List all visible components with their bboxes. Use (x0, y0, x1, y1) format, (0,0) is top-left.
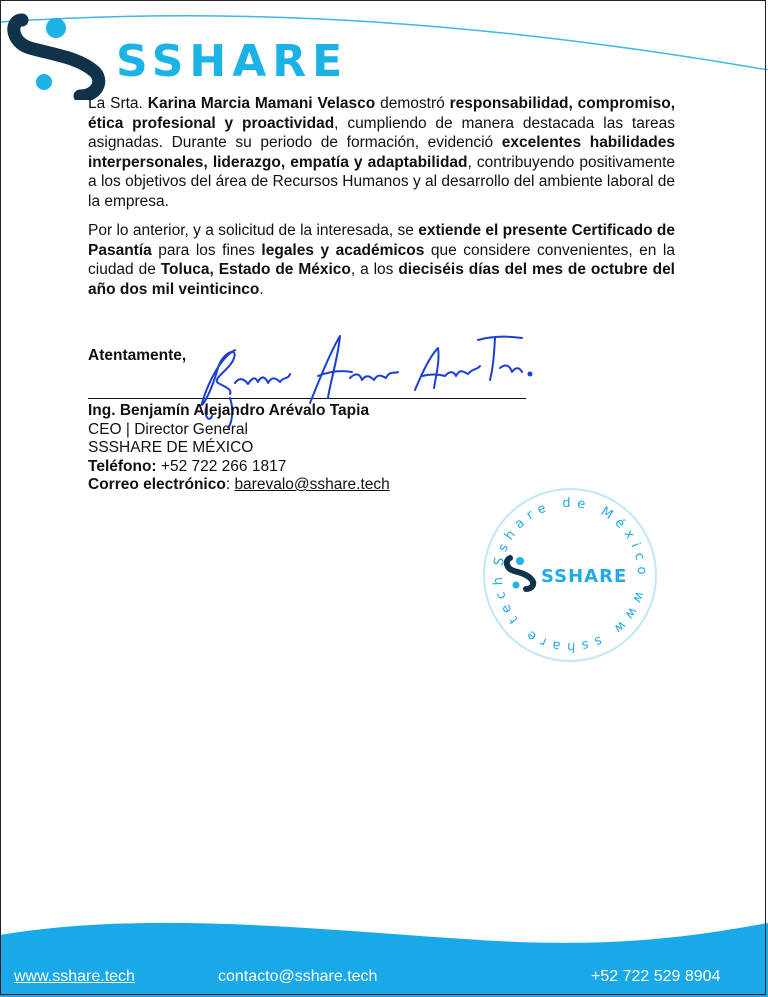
signer-block (88, 402, 390, 495)
logo-text: SSHARE (116, 36, 349, 87)
city: Toluca, Estado de México (160, 261, 351, 278)
footer-email[interactable]: contacto@sshare.tech (218, 968, 378, 985)
footer-bar (0, 966, 768, 990)
stamp-ring-text: Sshare de México www sshare tech (490, 495, 650, 655)
footer-website-link[interactable]: www.sshare.tech (14, 968, 135, 985)
signer-company: SSSHARE DE MÉXICO (88, 439, 254, 456)
closing: Atentamente, (88, 347, 187, 364)
paragraph-intro: La Srta. Karina Marcia Mamani Velasco demostró responsabilidad, compromiso, ética profesional y proactividad, cumpliendo de manera destacada las tareas asignadas. Durante su periodo de formación, evidenció excelentes habilidades interpersonales, liderazgo, empatía y adaptabilidad, contribuyendo positivamente a los objetivos del área de Recursos Humanos y al desarrollo del ambiente laboral de la empresa. (88, 95, 676, 210)
intern-name: Karina Marcia Mamani Velasco (147, 95, 376, 112)
stamp-center-text: SSHARE (541, 566, 628, 587)
issue-date: dieciséis días del mes de octubre del año dos mil veinticinco (88, 261, 675, 298)
signer-name: Ing. Benjamín Alejandro Arévalo Tapia (88, 402, 370, 419)
paragraph-conclusion: Por lo anterior, y a solicitud de la interesada, se extiende el presente Certificado de Pasantía para los fines legales y académicos que considere convenientes, en la ciudad de Toluca, Estado de México, a los dieciséis días del mes de octubre del año dos mil veinticinco. (88, 222, 675, 298)
signer-role: CEO | Director General (88, 420, 248, 438)
signer-email-link[interactable]: barevalo@sshare.tech (234, 476, 390, 493)
signer-phone: Teléfono: +52 722 266 1817 (88, 457, 287, 475)
footer-phone: +52 722 529 8904 (591, 968, 721, 985)
signer-email-row: Correo electrónico: barevalo@sshare.tech (88, 476, 390, 493)
